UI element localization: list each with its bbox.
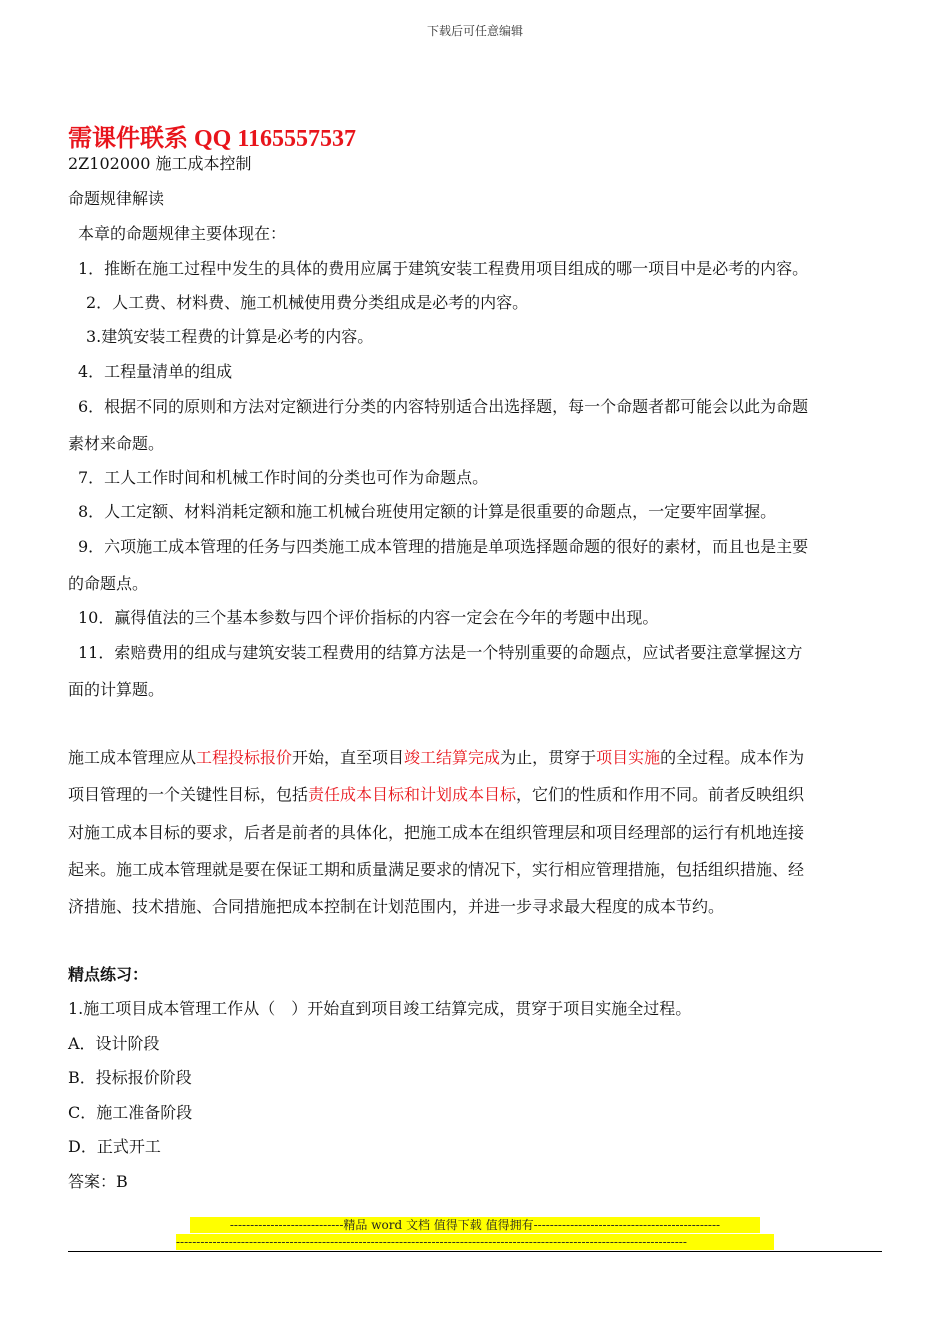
footer-banner-line-2: ------------------------------------------------------------------------------------------------------------------------------ — [176, 1234, 774, 1250]
question-text: 1.施工项目成本管理工作从（ ）开始直到项目竣工结算完成，贯穿于项目实施全过程。 — [68, 999, 692, 1018]
header-note: 下载后可任意编辑 — [426, 24, 523, 38]
point-item: 7．工人工作时间和机械工作时间的分类也可作为命题点。 — [78, 468, 489, 487]
paragraph-line-5: 济措施、技术措施、合同措施把成本控制在计划范围内，并进一步寻求最大程度的成本节约。 — [68, 897, 725, 916]
point-item: 6．根据不同的原则和方法对定额进行分类的内容特别适合出选择题，每一个命题者都可能会以此为命题 — [78, 397, 809, 416]
paragraph-line-1 — [68, 745, 804, 768]
highlight-bid-price: 工程投标报价 — [196, 748, 293, 767]
practice-heading: 精点练习： — [68, 965, 149, 984]
paragraph-line-2 — [68, 782, 804, 805]
point-item-continued: 面的计算题。 — [68, 680, 165, 699]
point-item: 1．推断在施工过程中发生的具体的费用应属于建筑安装工程费用项目组成的哪一项目中是必考的内容。 — [78, 259, 809, 278]
highlight-final-settlement: 竣工结算完成 — [404, 748, 501, 767]
highlight-cost-targets: 责任成本目标和计划成本目标 — [308, 785, 517, 804]
point-item-continued: 的命题点。 — [68, 574, 149, 593]
footer-divider — [68, 1251, 882, 1252]
text-run: 为止，贯穿于 — [500, 748, 597, 767]
option-b: B．投标报价阶段 — [68, 1068, 192, 1087]
intro-line: 本章的命题规律主要体现在： — [78, 224, 287, 243]
option-a: A．设计阶段 — [68, 1034, 160, 1053]
point-item: 4．工程量清单的组成 — [78, 362, 233, 381]
chapter-title: 2Z102000 施工成本控制 — [68, 154, 252, 173]
highlight-project-implementation: 项目实施 — [596, 748, 661, 767]
option-d: D．正式开工 — [68, 1137, 161, 1156]
text-run: 项目管理的一个关键性目标，包括 — [68, 785, 309, 804]
paragraph-line-3: 对施工成本目标的要求，后者是前者的具体化，把施工成本在组织管理层和项目经理部的运行有机地连接 — [68, 823, 805, 842]
point-item: 3.建筑安装工程费的计算是必考的内容。 — [86, 327, 374, 346]
footer-banner-line-1: ----------------------------精品 word 文档 值得下载 值得拥有---------------------------------------------- — [190, 1217, 760, 1233]
point-item-continued: 素材来命题。 — [68, 434, 165, 453]
contact-banner: 需课件联系 QQ 1165557537 — [68, 126, 357, 152]
answer-line: 答案：B — [68, 1172, 128, 1191]
text-run: ，它们的性质和作用不同。前者反映组织 — [516, 785, 805, 804]
point-item: 8．人工定额、材料消耗定额和施工机械台班使用定额的计算是很重要的命题点，一定要牢固掌握。 — [78, 502, 777, 521]
point-item: 2．人工费、材料费、施工机械使用费分类组成是必考的内容。 — [86, 293, 529, 312]
point-item: 10．赢得值法的三个基本参数与四个评价指标的内容一定会在今年的考题中出现。 — [78, 608, 659, 627]
text-run: 开始，直至项目 — [292, 748, 405, 767]
option-c: C．施工准备阶段 — [68, 1103, 193, 1122]
point-item: 11．索赔费用的组成与建筑安装工程费用的结算方法是一个特别重要的命题点，应试者要注意掌握这方 — [78, 643, 803, 662]
text-run: 的全过程。成本作为 — [660, 748, 805, 767]
section-heading: 命题规律解读 — [68, 189, 165, 208]
point-item: 9．六项施工成本管理的任务与四类施工成本管理的措施是单项选择题命题的很好的素材，而且也是主要 — [78, 537, 809, 556]
text-run: 施工成本管理应从 — [68, 748, 197, 767]
paragraph-line-4: 起来。施工成本管理就是要在保证工期和质量满足要求的情况下，实行相应管理措施，包括组织措施、经 — [68, 860, 805, 879]
